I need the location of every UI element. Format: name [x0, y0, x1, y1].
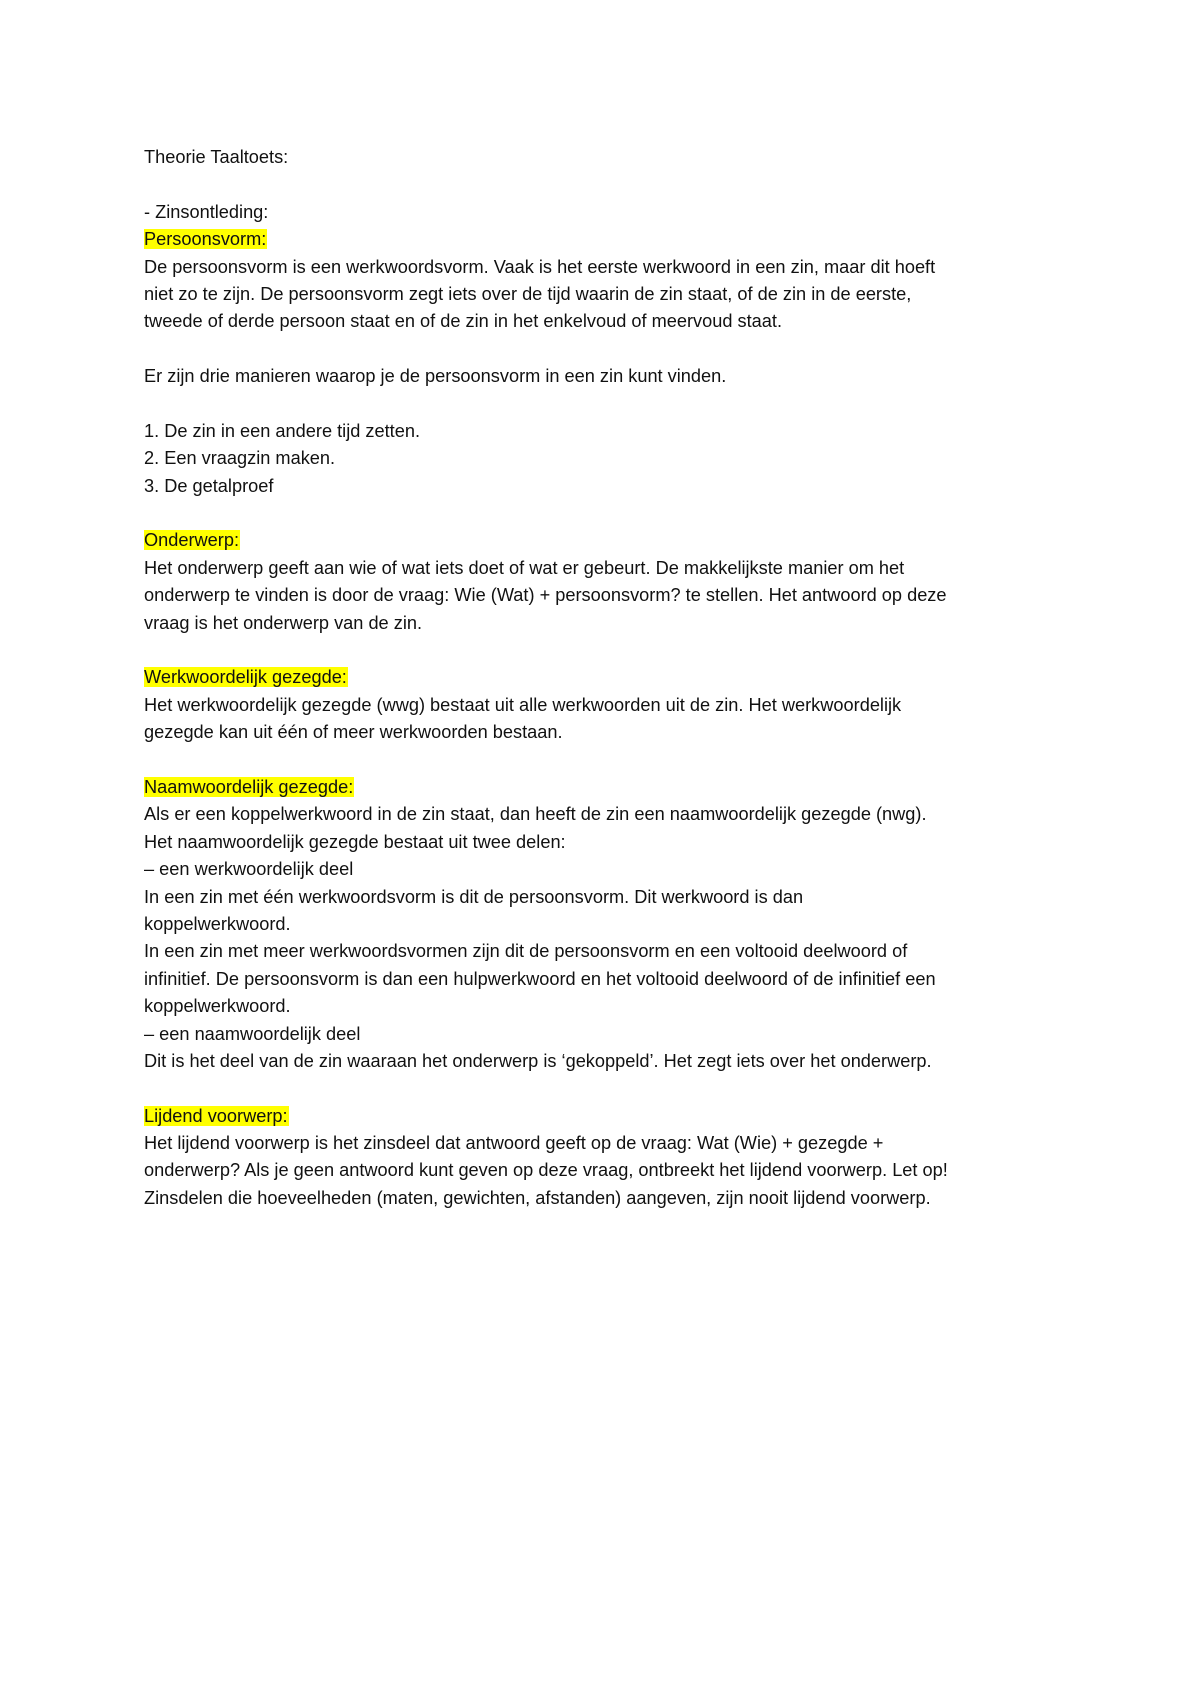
paragraph-line: infinitief. De persoonsvorm is dan een hulpwerkwoord en het voltooid deelwoord of de infinitief een — [144, 968, 936, 989]
naamwoordelijk-gezegde-heading-line — [144, 774, 1064, 801]
method-list-item: 2. Een vraagzin maken. — [144, 448, 336, 469]
paragraph-line: tweede of derde persoon staat en of de zin in het enkelvoud of meervoud staat. — [144, 311, 782, 332]
lijdend-voorwerp-heading-line — [144, 1103, 1064, 1130]
paragraph-line: Als er een koppelwerkwoord in de zin staat, dan heeft de zin een naamwoordelijk gezegde (nwg). — [144, 804, 927, 825]
spacer — [144, 171, 1064, 198]
paragraph-line: onderwerp? Als je geen antwoord kunt geven op deze vraag, ontbreekt het lijdend voorwerp. Let op! — [144, 1160, 948, 1181]
paragraph-line: koppelwerkwoord. — [144, 996, 291, 1017]
paragraph-line: Zinsdelen die hoeveelheden (maten, gewichten, afstanden) aangeven, zijn nooit lijdend voorwerp. — [144, 1187, 931, 1208]
paragraph-line: In een zin met meer werkwoordsvormen zijn dit de persoonsvorm en een voltooid deelwoord of — [144, 941, 908, 962]
spacer — [144, 500, 1064, 527]
persoonsvorm-intro: Er zijn drie manieren waarop je de persoonsvorm in een zin kunt vinden. — [144, 366, 727, 387]
spacer — [144, 1075, 1064, 1102]
spacer — [144, 336, 1064, 363]
paragraph-line: – een naamwoordelijk deel — [144, 1023, 361, 1044]
persoonsvorm-heading: Persoonsvorm: — [144, 229, 267, 250]
document-body — [144, 144, 1064, 1212]
werkwoordelijk-gezegde-heading: Werkwoordelijk gezegde: — [144, 667, 347, 688]
paragraph-line: Het naamwoordelijk gezegde bestaat uit twee delen: — [144, 831, 566, 852]
paragraph-line: koppelwerkwoord. — [144, 913, 291, 934]
paragraph-line: De persoonsvorm is een werkwoordsvorm. Vaak is het eerste werkwoord in een zin, maar dit hoeft — [144, 256, 936, 277]
document-title: Theorie Taaltoets: — [144, 147, 289, 167]
method-list-item: 1. De zin in een andere tijd zetten. — [144, 420, 421, 441]
paragraph-line: – een werkwoordelijk deel — [144, 859, 354, 880]
paragraph-line: Dit is het deel van de zin waaraan het onderwerp is ‘gekoppeld’. Het zegt iets over het onderwerp. — [144, 1050, 932, 1071]
spacer — [144, 747, 1064, 774]
paragraph-line: niet zo te zijn. De persoonsvorm zegt iets over de tijd waarin de zin staat, of de zin in de eerste, — [144, 283, 912, 304]
onderwerp-heading-line — [144, 527, 1064, 554]
onderwerp-heading: Onderwerp: — [144, 530, 240, 551]
paragraph-line: Het onderwerp geeft aan wie of wat iets doet of wat er gebeurt. De makkelijkste manier om het — [144, 557, 905, 578]
paragraph-line: onderwerp te vinden is door de vraag: Wie (Wat) + persoonsvorm? te stellen. Het antwoord op deze — [144, 585, 947, 606]
paragraph-line: In een zin met één werkwoordsvorm is dit de persoonsvorm. Dit werkwoord is dan — [144, 886, 804, 907]
lijdend-voorwerp-heading: Lijdend voorwerp: — [144, 1105, 288, 1126]
section-heading: - Zinsontleding: — [144, 201, 269, 222]
spacer — [144, 637, 1064, 664]
paragraph-line: gezegde kan uit één of meer werkwoorden bestaan. — [144, 722, 563, 743]
paragraph-line: vraag is het onderwerp van de zin. — [144, 612, 423, 633]
paragraph-line: Het werkwoordelijk gezegde (wwg) bestaat uit alle werkwoorden uit de zin. Het werkwoordelijk — [144, 694, 902, 715]
method-list-item: 3. De getalproef — [144, 475, 274, 496]
paragraph-line: Het lijdend voorwerp is het zinsdeel dat antwoord geeft op de vraag: Wat (Wie) + gezegde + — [144, 1133, 884, 1154]
naamwoordelijk-gezegde-heading: Naamwoordelijk gezegde: — [144, 776, 354, 797]
werkwoordelijk-gezegde-heading-line — [144, 664, 1064, 691]
persoonsvorm-heading-line — [144, 226, 1064, 253]
spacer — [144, 391, 1064, 418]
